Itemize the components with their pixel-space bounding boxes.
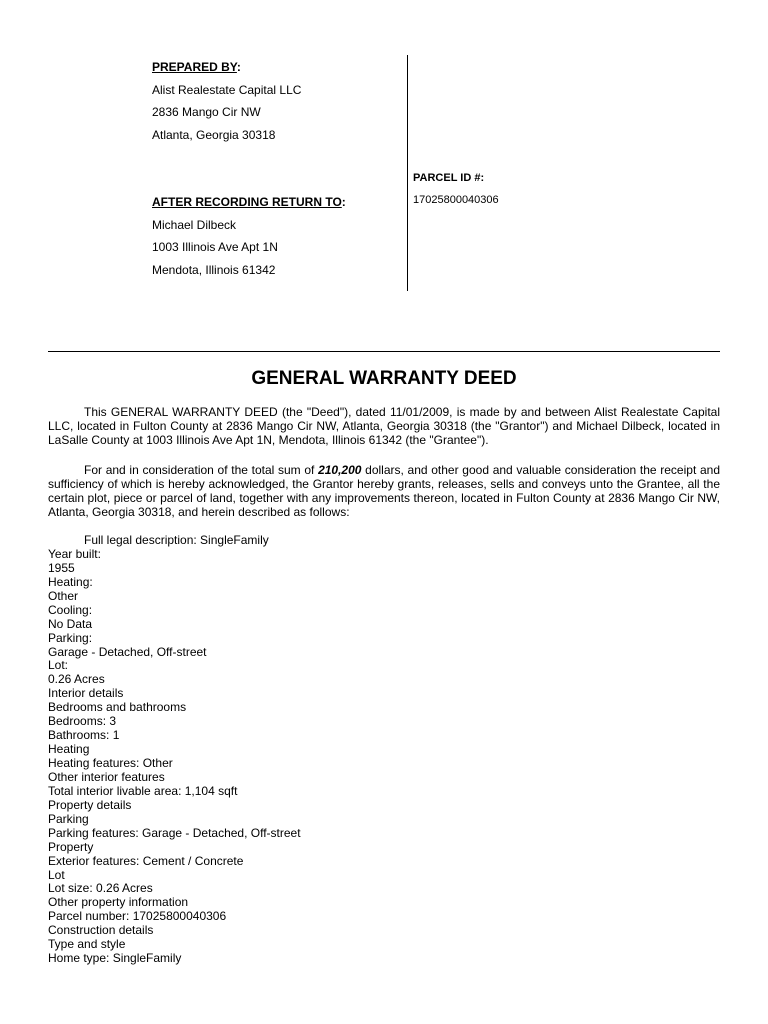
legal-description-line: Type and style bbox=[48, 937, 126, 952]
return-to-heading bbox=[152, 193, 402, 216]
legal-description-line: Lot bbox=[48, 867, 65, 882]
grantee-name: Michael Dilbeck bbox=[152, 217, 237, 232]
legal-description-line: Bathrooms: 1 bbox=[48, 728, 120, 743]
deed-intro-paragraph bbox=[48, 405, 720, 447]
consideration-amount: 210,200 bbox=[318, 463, 362, 477]
parcel-id-label: PARCEL ID #: bbox=[413, 172, 485, 184]
consideration-paragraph bbox=[48, 463, 720, 519]
legal-description-line: Construction details bbox=[48, 923, 154, 938]
legal-description-line: Parking bbox=[48, 811, 89, 826]
deed-intro-text: This GENERAL WARRANTY DEED (the "Deed"), dated 11/01/2009, is made by and between Alist Realestate Capital LLC, located in Fulton County at 2836 Mango Cir NW, Atlanta, Georgia 30318 (the "Grantor") and Michael Dilbeck, located in LaSalle County at 1003 Illinois Ave Apt 1N, Mendota, Illinois 61342 (the "Grantee"). bbox=[48, 405, 720, 447]
legal-description-line: 1955 bbox=[48, 560, 75, 575]
legal-description-line: Parking: bbox=[48, 630, 93, 645]
prepared-by-heading bbox=[152, 58, 402, 81]
header-divider-horizontal bbox=[48, 351, 720, 352]
legal-description-line: Year built: bbox=[48, 546, 101, 561]
grantor-city: Atlanta, Georgia 30318 bbox=[152, 127, 276, 142]
legal-description-line: Other bbox=[48, 588, 79, 603]
consideration-text-after: dollars, and other good and valuable consideration the receipt and sufficiency of which is hereby acknowledged, the Grantor hereby grants, releases, sells and conveys unto the Grantee, all the certain plot, piece or parcel of land, together with any improvements thereon, located in Fulton County at 2836 Mango Cir NW, Atlanta, Georgia 30318, and herein described as follows: bbox=[48, 463, 720, 519]
legal-description-line: No Data bbox=[48, 616, 93, 631]
return-to-colon: : bbox=[341, 195, 346, 209]
legal-description-line: Property bbox=[48, 839, 94, 854]
legal-description-line: Heating bbox=[48, 742, 90, 757]
legal-description-line: Total interior livable area: 1,104 sqft bbox=[48, 783, 238, 798]
document-title: GENERAL WARRANTY DEED bbox=[251, 368, 517, 389]
legal-description-line: Interior details bbox=[48, 686, 124, 701]
consideration-text-before: For and in consideration of the total sum of bbox=[84, 463, 319, 477]
legal-description-line: Lot size: 0.26 Acres bbox=[48, 881, 153, 896]
grantor-street: 2836 Mango Cir NW bbox=[152, 105, 261, 119]
legal-description-line: Lot: bbox=[48, 658, 69, 673]
legal-description-line: Cooling: bbox=[48, 602, 93, 617]
grantee-city: Mendota, Illinois 61342 bbox=[152, 262, 276, 277]
prepared-by-block bbox=[152, 58, 402, 283]
header-divider-vertical bbox=[407, 55, 408, 291]
legal-description-line: Bedrooms: 3 bbox=[48, 714, 117, 729]
legal-description-line: Heating features: Other bbox=[48, 756, 173, 770]
legal-description-line: Heating: bbox=[48, 574, 93, 589]
legal-description-line: 0.26 Acres bbox=[48, 672, 105, 687]
legal-description-line: Other interior features bbox=[48, 769, 165, 784]
legal-description-line: Property details bbox=[48, 797, 132, 812]
grantee-street: 1003 Illinois Ave Apt 1N bbox=[152, 240, 278, 254]
grantor-name: Alist Realestate Capital LLC bbox=[152, 82, 302, 97]
legal-description-line: Parcel number: 17025800040306 bbox=[48, 909, 227, 924]
legal-description-line: Home type: SingleFamily bbox=[48, 951, 182, 966]
legal-description-line: Exterior features: Cement / Concrete bbox=[48, 853, 244, 868]
parcel-id-value: 17025800040306 bbox=[413, 194, 499, 206]
legal-description-line: Full legal description: SingleFamily bbox=[84, 533, 269, 547]
legal-description-line: Bedrooms and bathrooms bbox=[48, 700, 187, 715]
return-to-label: AFTER RECORDING RETURN TO bbox=[152, 195, 342, 209]
prepared-by-label: PREPARED BY bbox=[152, 60, 237, 74]
legal-description-line: Parking features: Garage - Detached, Off-street bbox=[48, 825, 301, 840]
legal-description-line: Other property information bbox=[48, 895, 189, 910]
prepared-by-colon: : bbox=[236, 60, 241, 74]
legal-description-list bbox=[48, 533, 720, 965]
legal-description-line: Garage - Detached, Off-street bbox=[48, 644, 207, 659]
